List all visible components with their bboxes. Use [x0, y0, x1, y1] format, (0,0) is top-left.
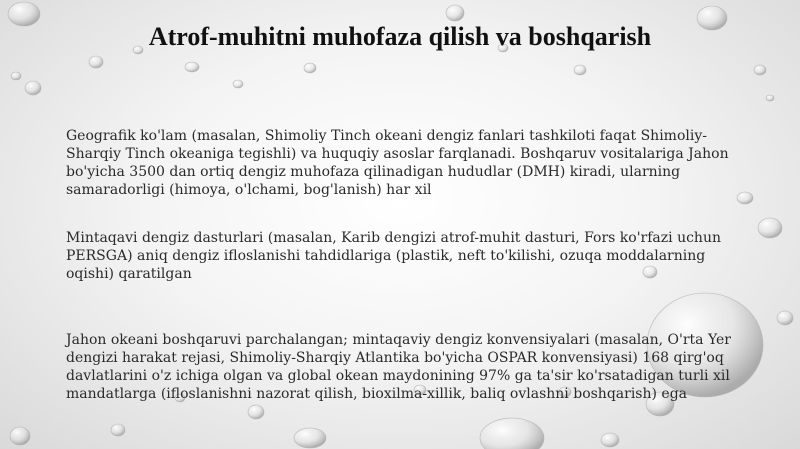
droplet: [480, 418, 544, 449]
droplet: [89, 56, 103, 68]
droplet: [185, 62, 199, 72]
droplet: [758, 218, 782, 238]
paragraph-regional-programs: Mintaqavi dengiz dasturlari (masalan, Karib dengizi atrof-muhit dasturi, Fors ko'rfazi uchun PERSGA) aniq dengiz ifloslanishi tahdidlariga (plastik, neft to'kilishi, ozuqa moddalarning oqishi) qaratilgan: [66, 230, 721, 282]
droplet: [766, 95, 774, 101]
droplet: [233, 80, 243, 88]
droplet: [754, 65, 766, 75]
droplet: [601, 433, 619, 447]
droplet: [294, 428, 326, 448]
droplet: [737, 192, 753, 204]
slide-title: Atrof-muhitni muhofaza qilish va boshqarish: [148, 22, 652, 51]
droplet: [446, 5, 464, 21]
droplet: [248, 405, 264, 419]
droplet: [10, 427, 30, 445]
droplet: [574, 65, 586, 75]
paragraph-ocean-governance: Jahon okeani boshqaruvi parchalangan; mintaqaviy dengiz konvensiyalari (masalan, O'rta Yer dengizi harakat rejasi, Shimoliy-Sharqiy Atlantika bo'yicha OSPAR konvensiyasi) 168 qirg'oq davlatlarini o'z ichiga olgan va global okean maydonining 97% ga ta'sir ko'rsatadigan turli xil mandatlarga (ifloslanishni nazorat qilish, bioxilma-xillik, baliq ovlashni boshqarish) ega: [66, 332, 731, 402]
droplet: [777, 311, 793, 325]
droplet: [304, 63, 316, 73]
paragraph-geographic-scope: Geografik ko'lam (masalan, Shimoliy Tinch okeani dengiz fanlari tashkiloti faqat Shimoliy-Sharqiy Tinch okeaniga tegishli) va huquqiy asoslar farqlanadi. Boshqaruv vositalariga Jahon bo'yicha 3500 dan ortiq dengiz muhofaza qilinadigan hududlar (DMH) kiradi, ularning samaradorligi (himoya, o'lchami, bog'lanish) har xil: [66, 128, 729, 198]
droplet: [111, 424, 125, 436]
droplet: [25, 81, 41, 95]
droplet: [11, 72, 21, 80]
